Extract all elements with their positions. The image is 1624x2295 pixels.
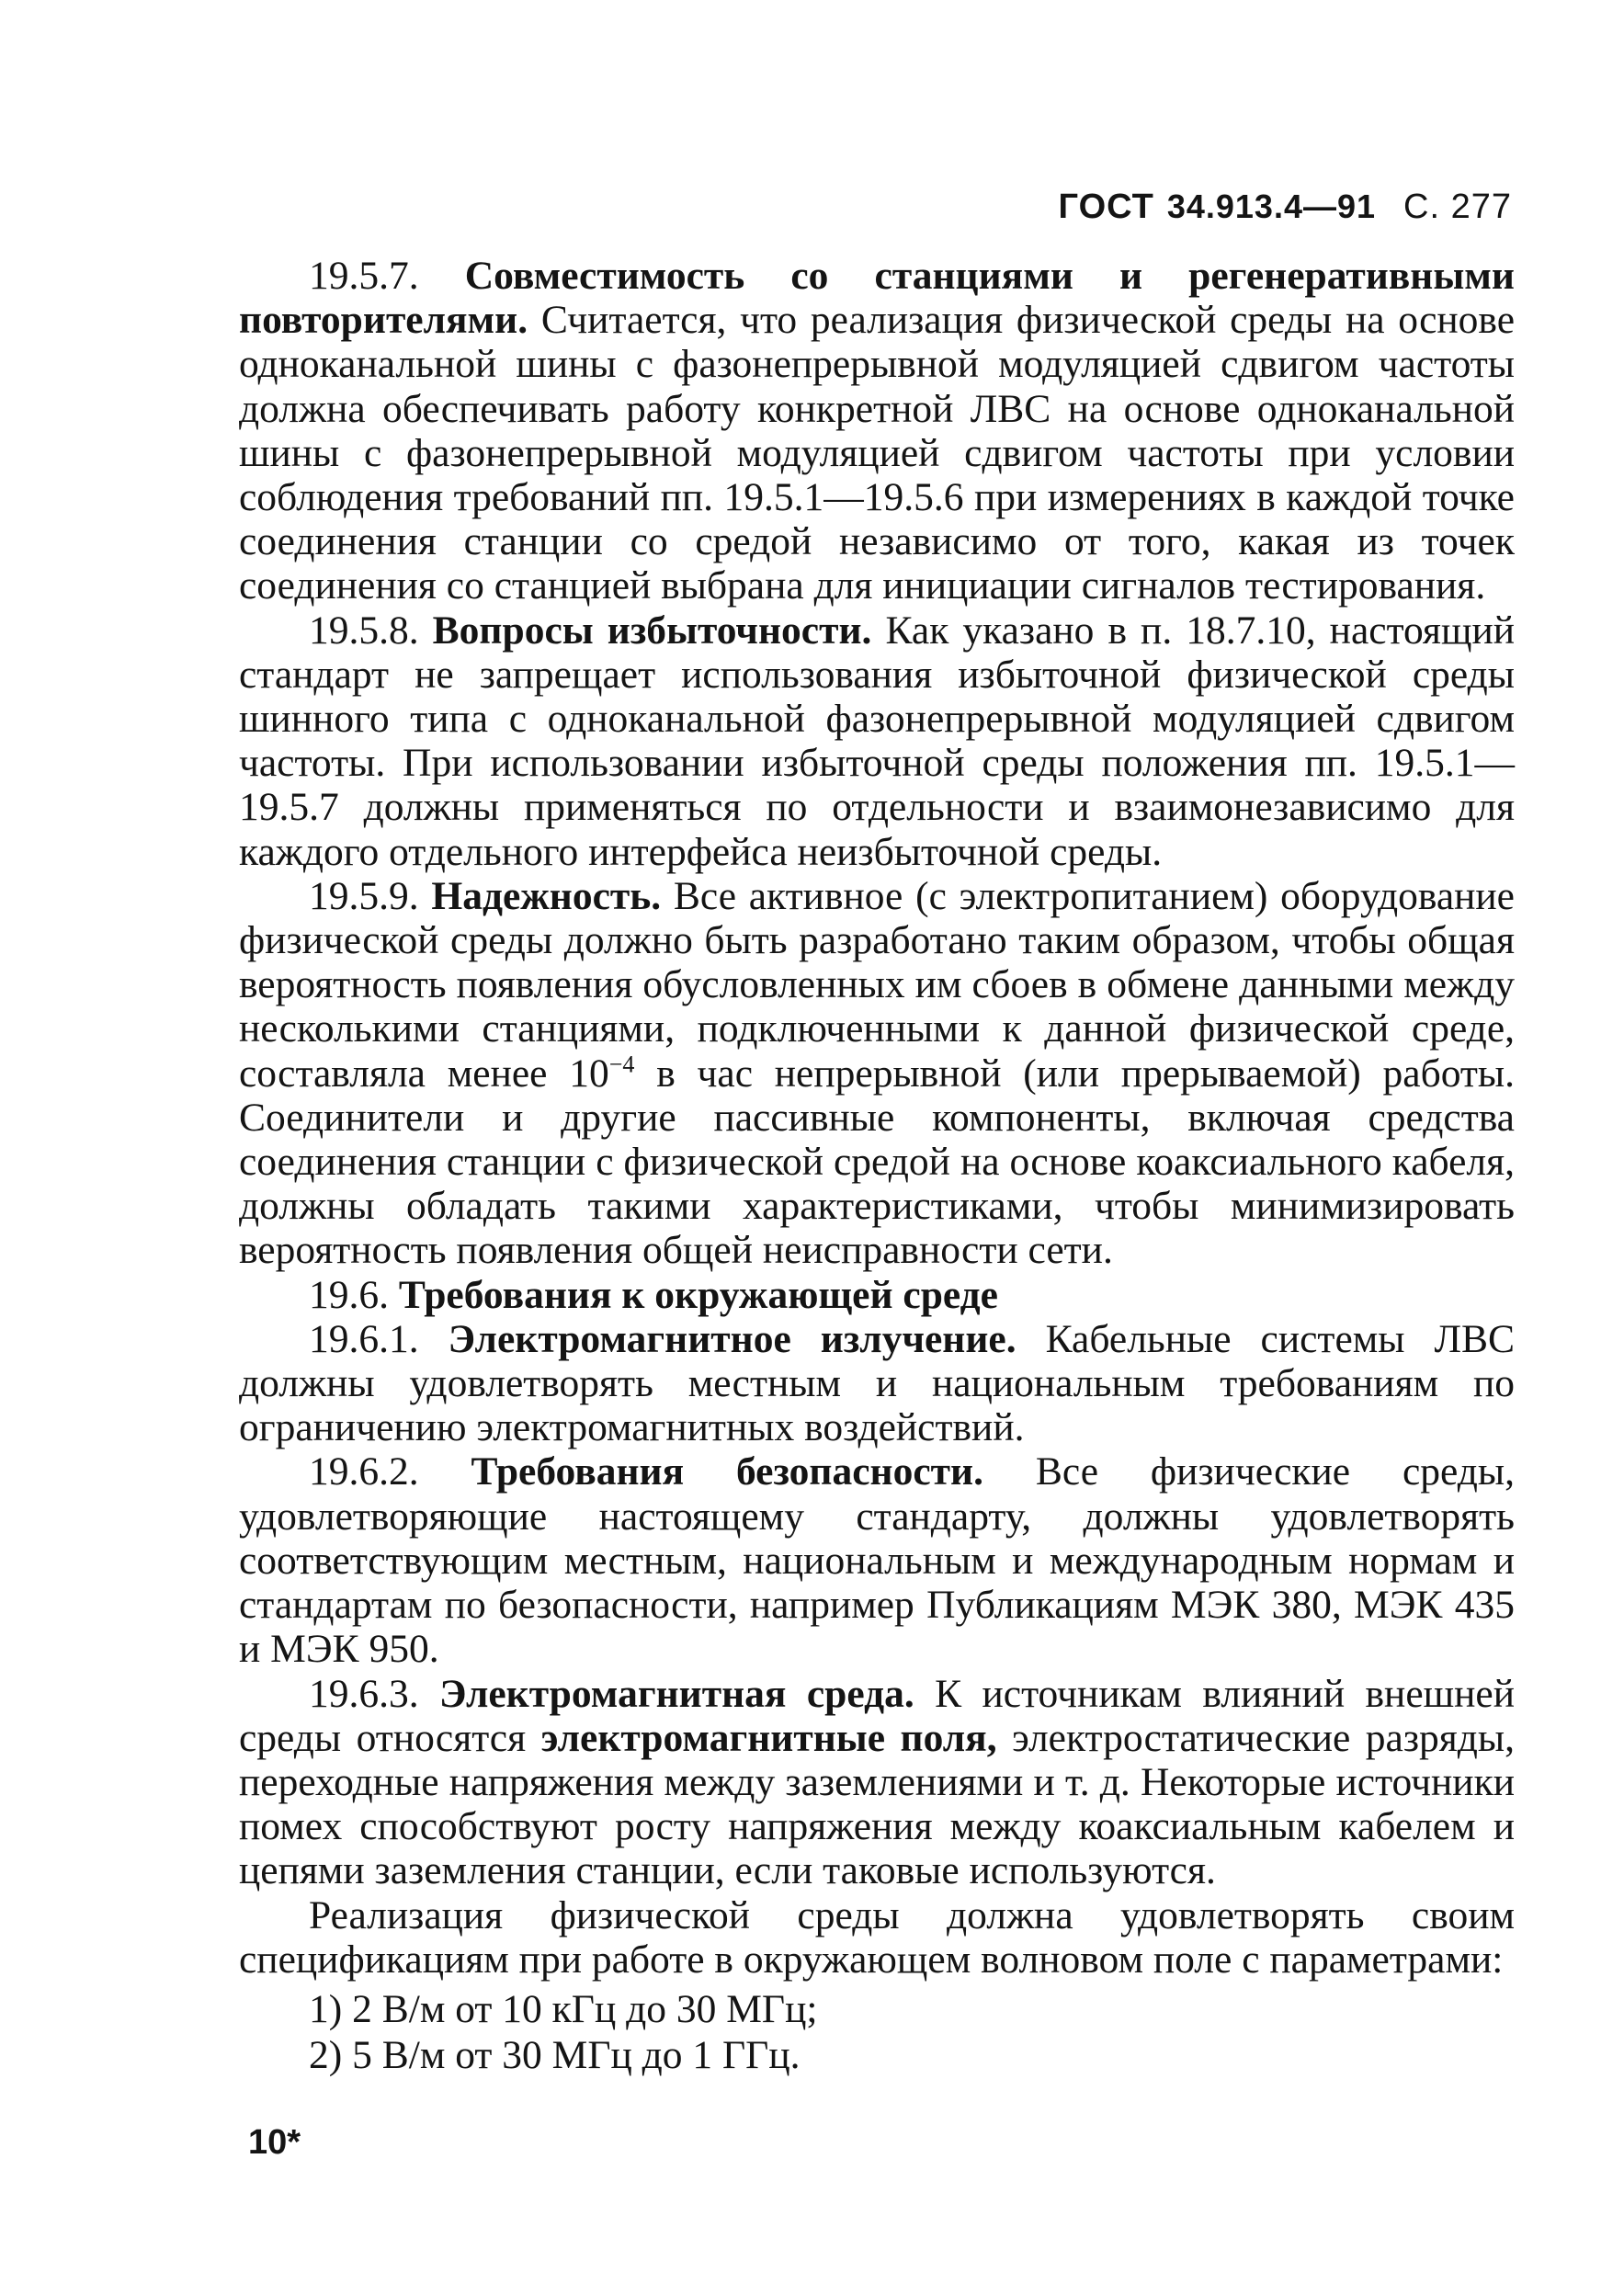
paragraph-text: Кабельные системы ЛВС должны удовлетворять местным и национальным требованиям по ограничению электромагнитных воздействий. — [239, 1316, 1516, 1450]
header-gost: ГОСТ — [1058, 187, 1154, 226]
paragraph-text: Считается, что реализация физической среды на основе одноканальной шины с фазонепрерывной модуляцией сдвигом частоты должна обеспечивать работу конкретной ЛВС на основе одноканальной шины с фазонепрерывной модуляцией сдвигом частоты при условии соблюдения требований пп. 19.5.1—19.5.6 при измерениях в каждой точке соединения станции со средой независимо от того, какая из точек соединения со станцией выбрана для инициации сигналов тестирования. — [239, 298, 1516, 608]
paragraph-heading: Совместимость со станциями и регенеративными повторителями. — [239, 254, 1515, 343]
paragraph-text-before: Все активное (с электропитанием) оборудование физической среды должно быть разработано таким образом, чтобы общая вероятность появления обусловленных им сбоев в обмене данными между несколькими станциями, подключенными к данной физической среде, составляла менее 10 — [239, 873, 1515, 1096]
header-doc-number: 34.913.4—91 — [1166, 187, 1377, 225]
list-item: 2) 5 В/м от 30 МГц до 1 ГГц. — [309, 2033, 801, 2078]
paragraph-19-6-1 — [239, 1317, 1515, 1450]
section-number: 19.6. — [309, 1272, 389, 1317]
paragraph-19-6-2 — [239, 1449, 1515, 1671]
section-19-6 — [239, 1273, 1515, 1317]
paragraph-text-after: электростатические разряды, переходные напряжения между заземлениями и т. д. Некоторые источники помех способствуют росту напряжения между коаксиальным кабелем и цепями заземления станции, если таковые используются. — [239, 1715, 1516, 1893]
paragraph-number: 19.5.8. — [309, 608, 419, 653]
paragraph-19-5-9 — [239, 874, 1515, 1273]
paragraph-text: Все физические среды, удовлетворяющие настоящему стандарту, должны удовлетворять соответствующим местным, национальным и международным нормам и стандартам по безопасности, например Публикациям МЭК 380, МЭК 435 и МЭК 950. — [239, 1449, 1515, 1672]
paragraph-number: 19.5.9. — [309, 873, 419, 918]
body-text — [239, 254, 1515, 2077]
paragraph-wave-field — [239, 1893, 1515, 1982]
exponent: −4 — [608, 1051, 635, 1078]
paragraph-heading: Вопросы избыточности. — [432, 608, 872, 653]
paragraph-text-before: К источникам влияний внешней среды относятся — [239, 1671, 1516, 1760]
paragraph-19-6-3 — [239, 1672, 1515, 1893]
paragraph-heading: Электромагнитное излучение. — [448, 1316, 1016, 1361]
paragraph-heading: Надежность. — [431, 873, 662, 918]
header-page-ref: С. 277 — [1403, 187, 1512, 226]
list-item: 1) 2 В/м от 10 кГц до 30 МГц; — [309, 1986, 818, 2031]
paragraph-bold-phrase: электромагнитные поля, — [540, 1715, 997, 1760]
paragraph-19-5-7 — [239, 254, 1515, 608]
paragraph-number: 19.6.1. — [309, 1316, 419, 1361]
sheet-signature: 10* — [248, 2123, 301, 2162]
paragraph-heading: Электромагнитная среда. — [439, 1671, 914, 1716]
paragraph-19-5-8 — [239, 608, 1515, 874]
paragraph-number: 19.6.2. — [309, 1449, 419, 1494]
paragraph-heading: Требования безопасности. — [471, 1449, 983, 1494]
paragraph-number: 19.5.7. — [309, 254, 419, 298]
section-heading: Требования к окружающей среде — [398, 1272, 998, 1317]
paragraph-text: Реализация физической среды должна удовлетворять своим спецификациям при работе в окружающем волновом поле с параметрами: — [239, 1892, 1515, 1982]
paragraph-text-after: в час непрерывной (или прерываемой) работы. Соединители и другие пассивные компоненты, включая средства соединения станции с физической средой на основе коаксиального кабеля, должны обладать такими характеристиками, чтобы минимизировать вероятность появления общей неисправности сети. — [239, 1051, 1515, 1273]
running-header — [1059, 184, 1512, 227]
paragraph-text: Как указано в п. 18.7.10, настоящий стандарт не запрещает использования избыточной физической среды шинного типа с одноканальной фазонепрерывной модуляцией сдвигом частоты. При использовании избыточной среды положения пп. 19.5.1—19.5.7 должны применяться по отдельности и взаимонезависимо для каждого отдельного интерфейса неизбыточной среды. — [239, 608, 1515, 874]
paragraph-number: 19.6.3. — [309, 1671, 419, 1716]
